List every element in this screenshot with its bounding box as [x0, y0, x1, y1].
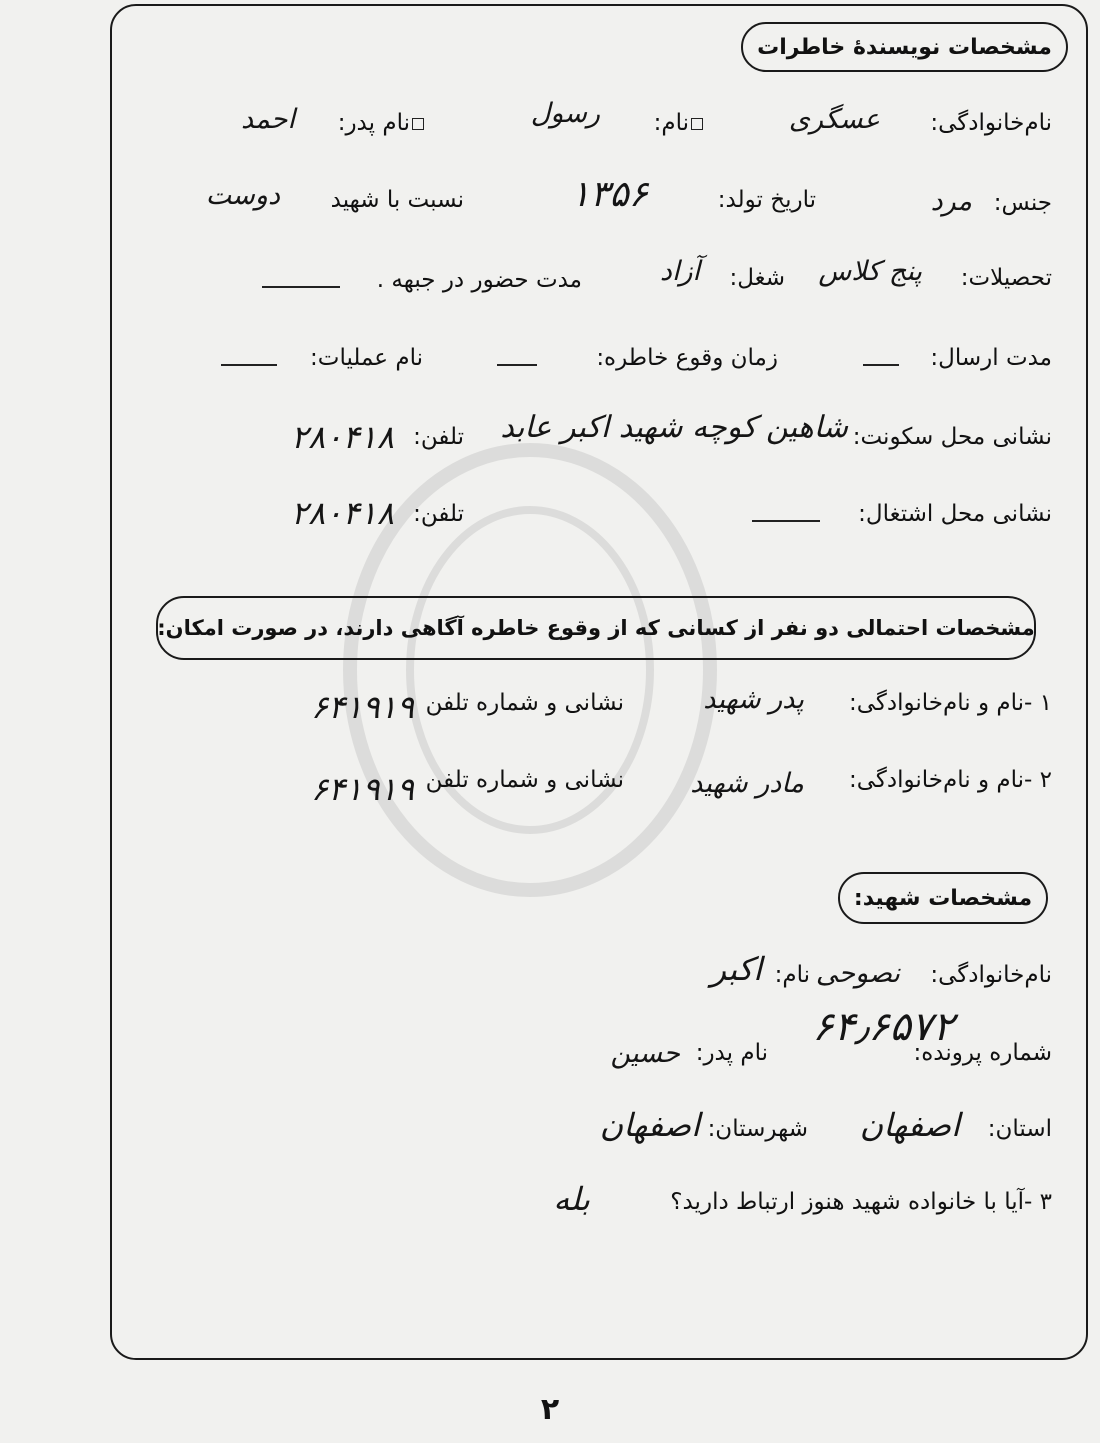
witness2-addr-label: نشانی و شماره تلفن — [425, 767, 624, 793]
martyr-name-label: نام: — [774, 962, 810, 988]
home-address-value: شاهین کوچه شهید اکبر عابد — [500, 410, 848, 445]
writer-section-title: مشخصات نویسندهٔ خاطرات — [741, 22, 1068, 72]
education-label: تحصیلات: — [960, 265, 1052, 291]
writer-name-value: رسول — [530, 98, 600, 129]
writer-father-label: نام پدر: — [338, 110, 424, 136]
martyr-family-value: نصوحی — [815, 958, 900, 989]
file-number-label: شماره پرونده: — [913, 1040, 1052, 1066]
martyr-father-value: حسین — [610, 1038, 680, 1069]
memory-time-label: زمان وقوع خاطره: — [596, 345, 778, 371]
city-value: اصفهان — [599, 1106, 700, 1144]
work-phone-label: تلفن: — [413, 501, 464, 527]
writer-family-label: نام‌خانوادگی: — [930, 110, 1052, 136]
writer-name-label: نام: — [654, 110, 703, 136]
writer-family-value: عسگری — [788, 104, 880, 135]
page-number: ۲ — [540, 1392, 560, 1427]
work-address-blank — [752, 520, 820, 522]
operation-blank — [221, 364, 277, 366]
work-address-label: نشانی محل اشتغال: — [858, 501, 1052, 527]
checkbox-icon — [691, 118, 703, 130]
home-address-label: نشانی محل سکونت: — [852, 424, 1052, 450]
memory-time-blank — [497, 364, 537, 366]
job-label: شغل: — [729, 265, 785, 291]
front-duration-label: مدت حضور در جبهه . — [376, 267, 582, 293]
dispatch-label: مدت ارسال: — [930, 345, 1052, 371]
relation-label: نسبت با شهید — [330, 187, 464, 213]
contact-question: ۳ -آیا با خانواده شهید هنوز ارتباط دارید؟ — [670, 1189, 1052, 1215]
witness1-label: ۱ -نام و نام‌خانوادگی: — [848, 690, 1052, 716]
writer-father-value: احمد — [241, 104, 295, 135]
martyr-name-value: اکبر — [710, 950, 762, 988]
home-phone-value: ۲۸۰۴۱۸ — [290, 418, 394, 456]
witness1-value: پدر شهید — [703, 684, 804, 715]
education-value: پنج کلاس — [818, 256, 922, 287]
witness1-addr-label: نشانی و شماره تلفن — [425, 690, 624, 716]
witness2-value: مادر شهید — [690, 768, 804, 799]
file-number-value: ۶۴٫۶۵۷۲ — [812, 1004, 954, 1050]
province-value: اصفهان — [859, 1106, 960, 1144]
gender-value: مرد — [930, 186, 972, 217]
contact-answer: بله — [553, 1180, 590, 1218]
witness-section-title: مشخصات احتمالی دو نفر از کسانی که از وقوع خاطره آگاهی دارند، در صورت امکان: — [156, 596, 1036, 660]
province-label: استان: — [987, 1116, 1052, 1142]
witness2-phone: ۶۴۱۹۱۹ — [310, 770, 414, 808]
witness2-label: ۲ -نام و نام‌خانوادگی: — [848, 767, 1052, 793]
martyr-section-title: مشخصات شهید: — [838, 872, 1048, 924]
checkbox-icon — [412, 118, 424, 130]
city-label: شهرستان: — [707, 1116, 808, 1142]
dispatch-blank — [863, 364, 899, 366]
work-phone-value: ۲۸۰۴۱۸ — [290, 494, 394, 532]
birth-value: ۱۳۵۶ — [570, 174, 648, 215]
relation-value: دوست — [205, 180, 280, 211]
martyr-father-label: نام پدر: — [695, 1040, 768, 1066]
birth-label: تاریخ تولد: — [717, 187, 816, 213]
home-phone-label: تلفن: — [413, 424, 464, 450]
operation-label: نام عملیات: — [310, 345, 423, 371]
martyr-family-label: نام‌خانوادگی: — [930, 962, 1052, 988]
job-value: آزاد — [659, 256, 700, 287]
gender-label: جنس: — [993, 190, 1052, 216]
witness1-phone: ۶۴۱۹۱۹ — [310, 688, 414, 726]
front-duration-blank — [262, 286, 340, 288]
